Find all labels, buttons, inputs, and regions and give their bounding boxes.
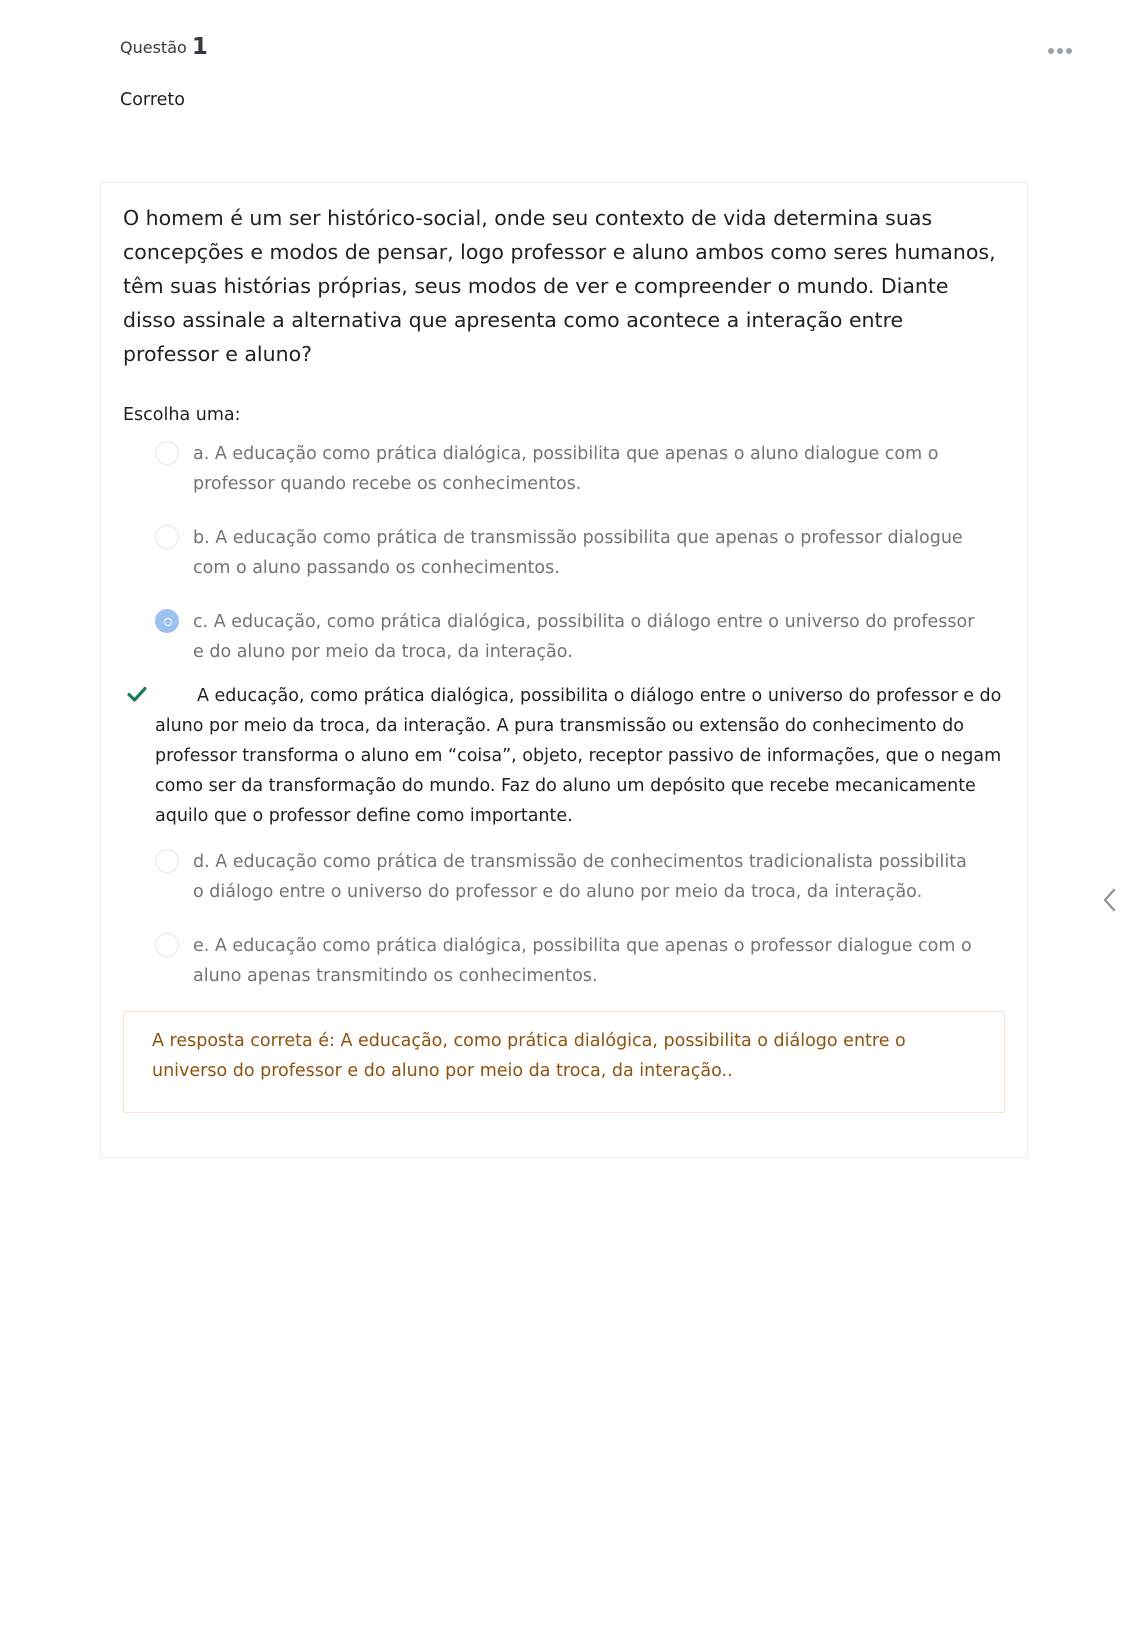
option-d-label: d. A educação como prática de transmissão de conhecimentos tradicionalista possibilita o diálogo entre o universo do professor e do aluno por meio da troca, da interação. [193, 852, 967, 902]
question-header [120, 30, 1080, 120]
right-answer-box [123, 1011, 1005, 1113]
option-c-label: c. A educação, como prática dialógica, possibilita o diálogo entre o universo do professor e do aluno por meio da troca, da interação. [193, 612, 975, 662]
radio-c[interactable] [155, 609, 179, 633]
radio-d[interactable] [155, 849, 179, 873]
option-a-label: a. A educação como prática dialógica, possibilita que apenas o aluno dialogue com o professor quando recebe os conhecimentos. [193, 444, 939, 494]
question-text: O homem é um ser histórico-social, onde seu contexto de vida determina suas concepções e modos de pensar, logo professor e aluno ambos como seres humanos, têm suas histórias próprias, seus modos de ver e compreender o mundo. Diante disso assinale a alternativa que apresenta como acontece a interação entre professor e aluno? [123, 206, 996, 366]
feedback-text: A educação, como prática dialógica, possibilita o diálogo entre o universo do professor e do aluno por meio da troca, da interação. A pura transmissão ou extensão do conhecimento do professor transforma o aluno em “coisa”, objeto, receptor passivo de informações, que o negam como ser da transformação do mundo. Faz do aluno um depósito que recebe mecanicamente aquilo que o professor define como importante. [155, 686, 1002, 826]
check-icon [127, 685, 147, 703]
right-answer-text: A resposta correta é: A educação, como prática dialógica, possibilita o diálogo entre o universo do professor e do aluno por meio da troca, da interação.. [152, 1031, 906, 1081]
radio-b[interactable] [155, 525, 179, 549]
answer-prompt: Escolha uma: [123, 405, 241, 425]
more-dots-icon[interactable] [1048, 44, 1074, 58]
radio-a[interactable] [155, 441, 179, 465]
option-b-label: b. A educação como prática de transmissão possibilita que apenas o professor dialogue com o aluno passando os conhecimentos. [193, 528, 963, 578]
radio-e[interactable] [155, 933, 179, 957]
question-number [120, 34, 208, 60]
question-label: Questão [120, 38, 187, 57]
chevron-left-icon[interactable] [1100, 886, 1120, 914]
question-content [100, 182, 1028, 1158]
question-number-value: 1 [191, 34, 208, 60]
option-e-label: e. A educação como prática dialógica, possibilita que apenas o professor dialogue com o aluno apenas transmitindo os conhecimentos. [193, 936, 972, 986]
question-state: Correto [120, 90, 185, 110]
